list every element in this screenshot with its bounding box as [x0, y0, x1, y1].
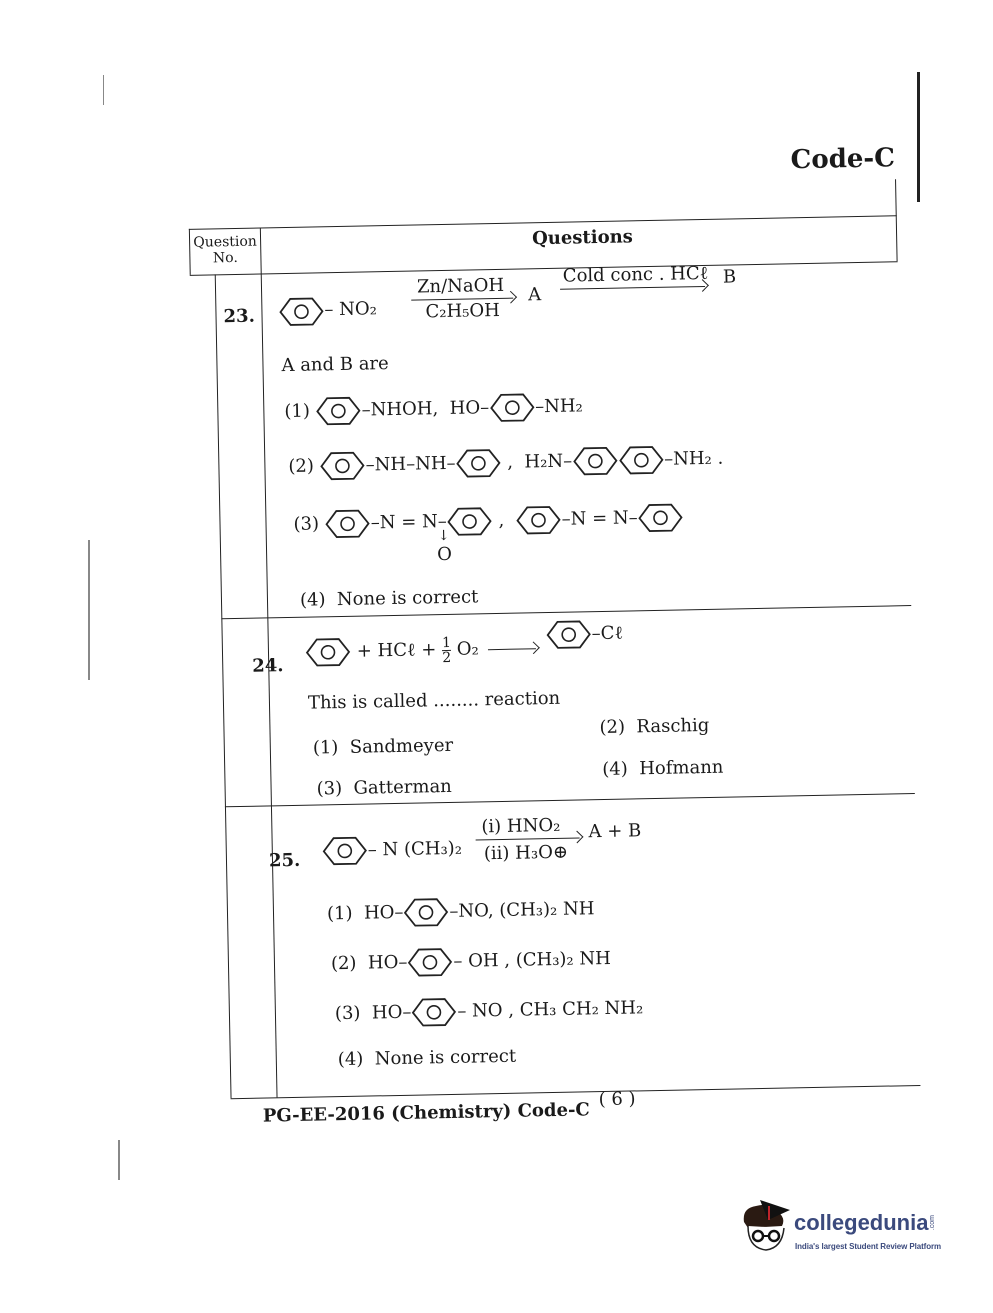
option-number: (3): [334, 1002, 361, 1025]
q23-option-2: (2) –NH–NH– , H₂N– –NH₂ .: [288, 444, 723, 482]
option-number: (4): [299, 589, 326, 611]
q25-reagent-top: (i) HNO₂: [481, 814, 561, 838]
table-bottom-border: [231, 1085, 921, 1099]
reaction-arrow: [488, 648, 536, 650]
option-number: (3): [293, 513, 320, 535]
option-text: Sandmeyer: [349, 734, 454, 758]
column-header-question-no: Question No.: [193, 233, 258, 267]
benzene-ring-icon: [447, 506, 494, 537]
q23-option-1: (1) –NHOH, HO– –NH₂: [284, 391, 583, 427]
fraction-half: [442, 635, 451, 664]
reaction-arrow: [476, 837, 580, 840]
q25-option-4: [338, 1046, 517, 1070]
benzene-ring-icon: [455, 448, 502, 479]
option-formula: HO: [363, 902, 395, 924]
logo-suffix: .com: [929, 1214, 937, 1230]
q23-option-3: (3) –N = N– , –N = N–: [293, 502, 684, 539]
option-number: (2): [599, 716, 626, 739]
option-text: None is correct: [374, 1045, 517, 1070]
mascot-icon: [738, 1196, 794, 1256]
question-number-25: 25.: [268, 849, 301, 872]
option-number: (1): [326, 902, 353, 925]
option-number: (3): [316, 778, 343, 800]
benzene-ring-icon: [618, 445, 665, 476]
option-formula: N = N: [570, 507, 629, 530]
oxygen: O₂: [456, 638, 479, 660]
benzene-ring-icon: [637, 502, 684, 533]
column-header-questions: Questions: [531, 226, 634, 250]
fraction-denominator: 2: [442, 649, 452, 666]
benzene-ring-icon: [407, 947, 454, 978]
benzene-ring-icon: [319, 451, 366, 482]
collegedunia-logo: [738, 1196, 968, 1260]
option-formula: N = N: [379, 511, 438, 534]
n-oxide-arrow: ↓: [437, 527, 450, 545]
reaction-arrow: [560, 286, 705, 290]
benzene-ring-icon: [515, 505, 562, 536]
option-formula: NO , CH₃ CH₂ NH₂: [471, 997, 644, 1022]
option-number: (2): [288, 455, 315, 477]
option-formula: NHOH,: [370, 398, 439, 421]
q24-option-4: [602, 757, 724, 780]
q25-option-1: (1) HO– –NO, (CH₃)₂ NH: [327, 894, 595, 929]
q23-option-4: [300, 586, 479, 610]
q23-product-a: A: [527, 284, 542, 306]
q24-option-3: [316, 776, 452, 800]
reaction-reagents: + HCℓ +: [356, 639, 437, 662]
benzene-ring-icon: [545, 619, 592, 650]
option-number: (4): [337, 1048, 364, 1071]
footer-page-number: ( 6 ): [598, 1088, 636, 1111]
benzene-ring-icon: [411, 997, 458, 1028]
benzene-ring-icon: [572, 446, 619, 477]
q24-option-2: [599, 715, 709, 738]
option-text: Hofmann: [639, 756, 724, 780]
benzene-ring-icon: [322, 836, 369, 867]
n-oxide-oxygen: O: [436, 543, 453, 566]
header-bottom-border: [190, 261, 898, 276]
option-number: (1): [312, 737, 339, 759]
separator: ,: [498, 509, 505, 531]
benzene-ring-icon: [278, 296, 325, 327]
option-number: (2): [330, 952, 357, 975]
q23-product-b: B: [722, 266, 737, 288]
option-formula: HO: [367, 951, 399, 974]
table-left-border-lower: [215, 274, 232, 1098]
q25-option-3: (3) HO– – NO , CH₃ CH₂ NH₂: [335, 993, 644, 1029]
q25-option-2: (2) HO– – OH , (CH₃)₂ NH: [331, 944, 611, 979]
logo-tagline: India's largest Student Review Platform: [795, 1242, 942, 1251]
benzene-ring-icon: [324, 508, 371, 539]
option-formula: HO: [449, 397, 481, 419]
logo-brand: [794, 1210, 936, 1236]
q23-reactant: – NO₂: [324, 298, 378, 321]
q24-reaction: [305, 634, 479, 667]
separator: ,: [507, 451, 514, 473]
q25-reagent-bottom: (ii) H₃O⊕: [483, 841, 569, 865]
separator: .: [717, 447, 724, 469]
option-formula: NH₂: [672, 447, 712, 470]
option-number: (1): [284, 400, 311, 423]
q23-reagent1-top: Zn/NaOH: [416, 274, 505, 298]
option-text: Gatterman: [353, 775, 452, 799]
option-text: Raschig: [636, 714, 710, 738]
option-formula: NO, (CH₃)₂ NH: [458, 898, 595, 922]
option-number: (4): [602, 758, 629, 781]
q23-reagent2: Cold conc . HCℓ: [562, 262, 709, 287]
table-right-border: [895, 179, 898, 261]
q23-reagent1-bottom: C₂H₅OH: [425, 299, 501, 323]
question-number-23: 23.: [223, 305, 256, 328]
code-label: Code-C: [790, 143, 896, 176]
fraction-numerator: 1: [441, 634, 452, 651]
question-number-24: 24.: [252, 655, 284, 677]
benzene-ring-icon: [489, 392, 536, 423]
chloro-group: Cℓ: [600, 622, 624, 645]
q25-product: A + B: [588, 820, 642, 843]
q24-option-1: [313, 735, 454, 759]
q25-reactant: – N (CH₃)₂: [322, 834, 463, 867]
q23-reactant-group: NO₂: [338, 298, 378, 320]
logo-brand-text: collegedunia: [794, 1210, 929, 1235]
option-formula: NH₂: [543, 395, 583, 418]
footer-exam-code: PG-EE-2016 (Chemistry) Code-C: [262, 1099, 590, 1127]
benzene-ring-icon: [403, 897, 450, 928]
option-formula: NH–NH: [374, 452, 447, 476]
benzene-ring-icon: [305, 637, 352, 668]
q24-product: –Cℓ: [545, 619, 623, 650]
q23-stem: A and B are: [281, 353, 389, 377]
option-formula: HO: [371, 1001, 403, 1024]
dimethylamino-group: N (CH₃)₂: [382, 837, 463, 861]
option-text: None is correct: [336, 586, 479, 611]
option-formula: OH , (CH₃)₂ NH: [467, 947, 612, 972]
benzene-ring-icon: [315, 396, 362, 427]
option-formula: H₂N: [524, 450, 564, 473]
q24-stem: This is called ........ reaction: [307, 687, 561, 714]
